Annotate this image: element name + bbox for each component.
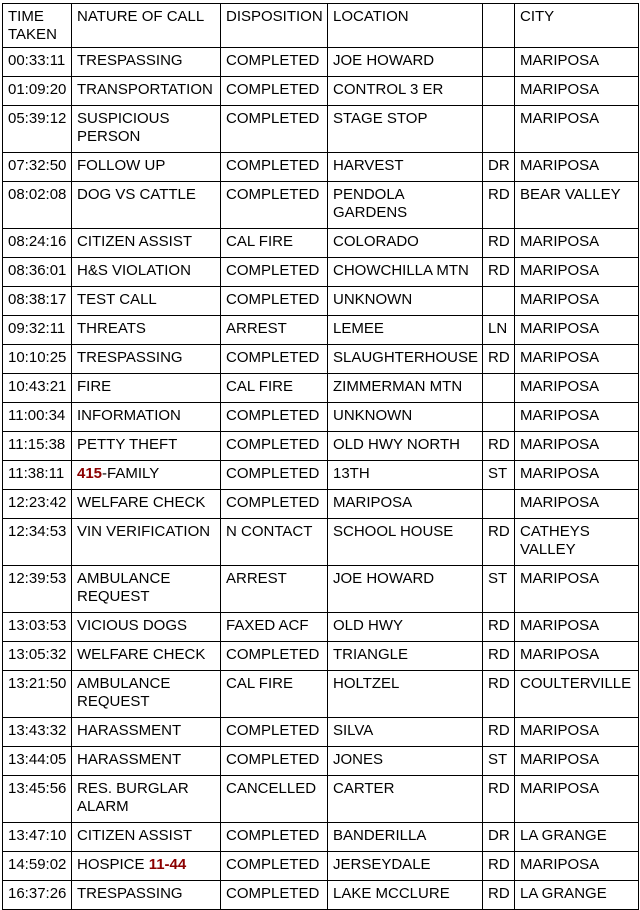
cell-time: 13:21:50 (3, 671, 72, 718)
cell-suffix: RD (483, 182, 515, 229)
cell-city: MARIPOSA (515, 718, 639, 747)
cell-location: UNKNOWN (328, 403, 483, 432)
cell-disposition: ARREST (221, 316, 328, 345)
cell-suffix (483, 106, 515, 153)
cell-location: CHOWCHILLA MTN (328, 258, 483, 287)
cell-city: MARIPOSA (515, 776, 639, 823)
cell-suffix: RD (483, 613, 515, 642)
header-suffix (483, 4, 515, 48)
cell-location: JOE HOWARD (328, 566, 483, 613)
table-row (3, 642, 639, 671)
cell-location: MARIPOSA (328, 490, 483, 519)
table-row (3, 881, 639, 910)
nature-code-highlight: 11-44 (148, 856, 187, 873)
cell-city: MARIPOSA (515, 613, 639, 642)
cell-nature: TRANSPORTATION (72, 77, 221, 106)
table-row (3, 566, 639, 613)
cell-location: JERSEYDALE (328, 852, 483, 881)
cell-city: MARIPOSA (515, 287, 639, 316)
cell-suffix: RD (483, 432, 515, 461)
cell-disposition: COMPLETED (221, 642, 328, 671)
table-row (3, 490, 639, 519)
nature-text: HOSPICE (77, 856, 149, 873)
cell-nature: VIN VERIFICATION (72, 519, 221, 566)
cell-suffix: LN (483, 316, 515, 345)
header-city: CITY (515, 4, 639, 48)
table-row (3, 519, 639, 566)
table-row (3, 287, 639, 316)
cell-disposition: CAL FIRE (221, 671, 328, 718)
cell-location: LEMEE (328, 316, 483, 345)
cell-disposition: COMPLETED (221, 432, 328, 461)
cell-nature: CITIZEN ASSIST (72, 229, 221, 258)
cell-time: 12:39:53 (3, 566, 72, 613)
cell-nature: VICIOUS DOGS (72, 613, 221, 642)
cell-city: MARIPOSA (515, 432, 639, 461)
cell-nature: AMBULANCE REQUEST (72, 566, 221, 613)
cell-time: 01:09:20 (3, 77, 72, 106)
cell-suffix (483, 374, 515, 403)
cell-city: LA GRANGE (515, 881, 639, 910)
table-row (3, 613, 639, 642)
table-row (3, 316, 639, 345)
cell-disposition: COMPLETED (221, 461, 328, 490)
cell-city: MARIPOSA (515, 403, 639, 432)
cell-city: LA GRANGE (515, 823, 639, 852)
cell-nature: TEST CALL (72, 287, 221, 316)
table-row (3, 747, 639, 776)
cell-city: MARIPOSA (515, 77, 639, 106)
cell-time: 00:33:11 (3, 48, 72, 77)
cell-disposition: COMPLETED (221, 182, 328, 229)
cell-location: BANDERILLA (328, 823, 483, 852)
cell-nature: DOG VS CATTLE (72, 182, 221, 229)
header-location: LOCATION (328, 4, 483, 48)
cell-suffix (483, 490, 515, 519)
cell-nature: HARASSMENT (72, 718, 221, 747)
cell-location: HOLTZEL (328, 671, 483, 718)
cell-suffix (483, 77, 515, 106)
cell-location: STAGE STOP (328, 106, 483, 153)
cell-disposition: CANCELLED (221, 776, 328, 823)
call-log-table (2, 3, 639, 910)
cell-disposition: COMPLETED (221, 823, 328, 852)
cell-location: CARTER (328, 776, 483, 823)
cell-location: 13TH (328, 461, 483, 490)
cell-location: SILVA (328, 718, 483, 747)
cell-suffix (483, 48, 515, 77)
table-row (3, 258, 639, 287)
cell-suffix: DR (483, 153, 515, 182)
cell-disposition: ARREST (221, 566, 328, 613)
cell-nature: WELFARE CHECK (72, 642, 221, 671)
cell-nature: TRESPASSING (72, 881, 221, 910)
cell-disposition: COMPLETED (221, 77, 328, 106)
table-row (3, 461, 639, 490)
table-row (3, 374, 639, 403)
cell-city: MARIPOSA (515, 566, 639, 613)
table-row (3, 823, 639, 852)
cell-city: BEAR VALLEY (515, 182, 639, 229)
table-row (3, 718, 639, 747)
cell-nature: FOLLOW UP (72, 153, 221, 182)
cell-disposition: COMPLETED (221, 881, 328, 910)
cell-disposition: COMPLETED (221, 48, 328, 77)
cell-time: 12:23:42 (3, 490, 72, 519)
cell-time: 12:34:53 (3, 519, 72, 566)
cell-time: 13:03:53 (3, 613, 72, 642)
header-row (3, 4, 639, 48)
cell-nature: AMBULANCE REQUEST (72, 671, 221, 718)
cell-location: HARVEST (328, 153, 483, 182)
cell-time: 10:10:25 (3, 345, 72, 374)
cell-suffix: RD (483, 852, 515, 881)
cell-time: 13:47:10 (3, 823, 72, 852)
cell-nature: WELFARE CHECK (72, 490, 221, 519)
cell-nature: H&S VIOLATION (72, 258, 221, 287)
cell-city: MARIPOSA (515, 48, 639, 77)
cell-disposition: COMPLETED (221, 490, 328, 519)
cell-suffix (483, 287, 515, 316)
cell-time: 07:32:50 (3, 153, 72, 182)
table-row (3, 403, 639, 432)
cell-disposition: COMPLETED (221, 345, 328, 374)
header-nature: NATURE OF CALL (72, 4, 221, 48)
cell-time: 13:05:32 (3, 642, 72, 671)
cell-time: 11:15:38 (3, 432, 72, 461)
cell-nature: PETTY THEFT (72, 432, 221, 461)
table-row (3, 776, 639, 823)
cell-suffix: ST (483, 747, 515, 776)
cell-location: TRIANGLE (328, 642, 483, 671)
cell-city: MARIPOSA (515, 490, 639, 519)
cell-time: 09:32:11 (3, 316, 72, 345)
cell-location: OLD HWY (328, 613, 483, 642)
cell-time: 08:36:01 (3, 258, 72, 287)
cell-disposition: COMPLETED (221, 106, 328, 153)
cell-disposition: COMPLETED (221, 403, 328, 432)
cell-city: MARIPOSA (515, 229, 639, 258)
table-row (3, 153, 639, 182)
cell-time: 08:38:17 (3, 287, 72, 316)
table-row (3, 432, 639, 461)
cell-city: MARIPOSA (515, 747, 639, 776)
cell-city: MARIPOSA (515, 316, 639, 345)
cell-disposition: COMPLETED (221, 287, 328, 316)
table-row (3, 852, 639, 881)
table-row (3, 48, 639, 77)
header-disposition: DISPOSITION (221, 4, 328, 48)
cell-location: ZIMMERMAN MTN (328, 374, 483, 403)
cell-location: JOE HOWARD (328, 48, 483, 77)
cell-suffix: RD (483, 642, 515, 671)
cell-disposition: CAL FIRE (221, 374, 328, 403)
table-row (3, 345, 639, 374)
table-row (3, 182, 639, 229)
cell-suffix: ST (483, 566, 515, 613)
cell-nature: INFORMATION (72, 403, 221, 432)
cell-suffix: RD (483, 345, 515, 374)
cell-suffix: RD (483, 671, 515, 718)
cell-nature: CITIZEN ASSIST (72, 823, 221, 852)
cell-suffix: RD (483, 776, 515, 823)
table-row (3, 77, 639, 106)
cell-disposition: CAL FIRE (221, 229, 328, 258)
cell-nature (72, 852, 221, 881)
cell-location: SCHOOL HOUSE (328, 519, 483, 566)
table-row (3, 106, 639, 153)
cell-city: MARIPOSA (515, 345, 639, 374)
cell-time: 13:44:05 (3, 747, 72, 776)
cell-suffix: RD (483, 881, 515, 910)
cell-time: 05:39:12 (3, 106, 72, 153)
cell-suffix: ST (483, 461, 515, 490)
cell-city: MARIPOSA (515, 258, 639, 287)
nature-text: -FAMILY (102, 465, 160, 482)
cell-time: 13:43:32 (3, 718, 72, 747)
cell-disposition: COMPLETED (221, 852, 328, 881)
cell-time: 13:45:56 (3, 776, 72, 823)
cell-nature: HARASSMENT (72, 747, 221, 776)
cell-location: COLORADO (328, 229, 483, 258)
cell-time: 11:00:34 (3, 403, 72, 432)
cell-suffix: RD (483, 718, 515, 747)
cell-disposition: COMPLETED (221, 718, 328, 747)
cell-disposition: FAXED ACF (221, 613, 328, 642)
cell-city: MARIPOSA (515, 852, 639, 881)
cell-location: LAKE MCCLURE (328, 881, 483, 910)
cell-disposition: COMPLETED (221, 258, 328, 287)
cell-city: MARIPOSA (515, 642, 639, 671)
cell-nature: SUSPICIOUS PERSON (72, 106, 221, 153)
cell-location: JONES (328, 747, 483, 776)
cell-nature: THREATS (72, 316, 221, 345)
table-row (3, 229, 639, 258)
table-row (3, 671, 639, 718)
cell-city: MARIPOSA (515, 461, 639, 490)
cell-city: CATHEYS VALLEY (515, 519, 639, 566)
header-time: TIME TAKEN (3, 4, 72, 48)
cell-suffix (483, 403, 515, 432)
cell-location: CONTROL 3 ER (328, 77, 483, 106)
cell-location: PENDOLA GARDENS (328, 182, 483, 229)
cell-location: OLD HWY NORTH (328, 432, 483, 461)
cell-city: MARIPOSA (515, 153, 639, 182)
cell-suffix: RD (483, 519, 515, 566)
cell-nature: RES. BURGLAR ALARM (72, 776, 221, 823)
cell-city: COULTERVILLE (515, 671, 639, 718)
cell-suffix: RD (483, 229, 515, 258)
cell-time: 11:38:11 (3, 461, 72, 490)
cell-nature (72, 461, 221, 490)
cell-nature: TRESPASSING (72, 345, 221, 374)
cell-time: 16:37:26 (3, 881, 72, 910)
cell-city: MARIPOSA (515, 374, 639, 403)
nature-code-highlight: 415 (77, 465, 103, 482)
cell-suffix: RD (483, 258, 515, 287)
cell-disposition: N CONTACT (221, 519, 328, 566)
cell-suffix: DR (483, 823, 515, 852)
cell-location: UNKNOWN (328, 287, 483, 316)
cell-nature: TRESPASSING (72, 48, 221, 77)
cell-nature: FIRE (72, 374, 221, 403)
cell-time: 08:24:16 (3, 229, 72, 258)
cell-time: 14:59:02 (3, 852, 72, 881)
cell-time: 08:02:08 (3, 182, 72, 229)
cell-city: MARIPOSA (515, 106, 639, 153)
cell-location: SLAUGHTERHOUSE (328, 345, 483, 374)
cell-disposition: COMPLETED (221, 153, 328, 182)
cell-time: 10:43:21 (3, 374, 72, 403)
cell-disposition: COMPLETED (221, 747, 328, 776)
